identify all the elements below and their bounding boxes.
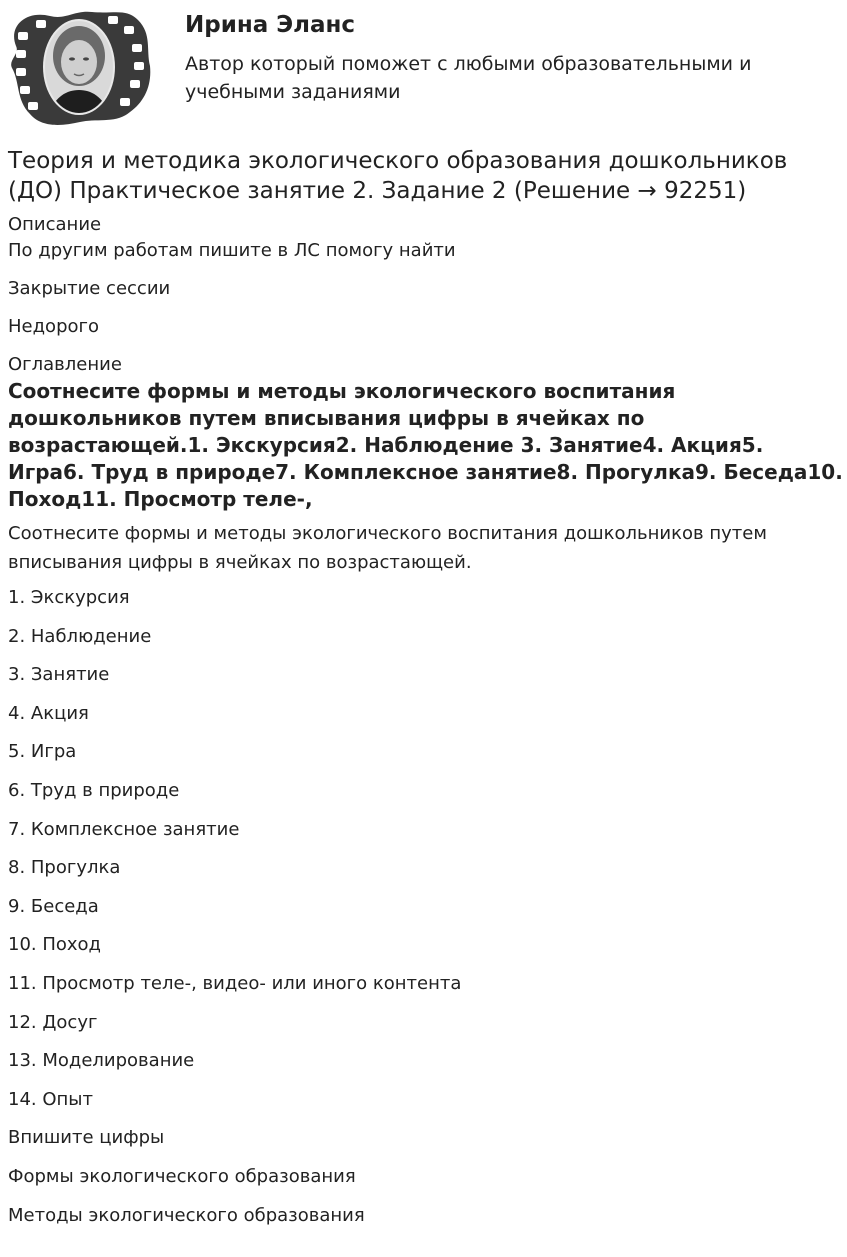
list-item: 11. Просмотр теле-, видео- или иного контента [8,972,462,994]
list-item: 10. Поход [8,934,102,956]
list-item: 13. Моделирование [8,1050,195,1072]
description-label: Описание [8,214,102,235]
author-header [0,0,847,135]
question-text: Соотнесите формы и методы экологического воспитания дошкольников путем вписывания цифры в ячейках по возрастающей. [8,523,767,573]
author-name[interactable]: Ирина Эланс [185,12,356,38]
author-description: Автор который поможет с любыми образовательными и учебными заданиями [185,53,752,103]
list-item: 9. Беседа [8,895,99,917]
list-item: 6. Труд в природе [8,779,180,801]
description-line: Закрытие сессии [8,278,171,299]
footer-line: Методы экологического образования [8,1204,365,1226]
footer-line: Формы экологического образования [8,1165,356,1187]
list-item: 7. Комплексное занятие [8,818,240,840]
toc-label: Оглавление [8,354,122,375]
list-item: 2. Наблюдение [8,625,152,647]
description-line: По другим работам пишите в ЛС помогу найти [8,240,456,261]
list-item: 5. Игра [8,741,77,763]
list-item: 14. Опыт [8,1088,93,1110]
list-item: 1. Экскурсия [8,587,130,608]
document-title: Теория и методика экологического образования дошкольников (ДО) Практическое занятие 2. Задание 2 (Решение → 92251) [8,148,788,204]
film-reel-avatar-icon [6,6,152,128]
author-avatar[interactable] [6,6,152,128]
question-heading: Соотнесите формы и методы экологического воспитания дошкольников путем вписывания цифры в ячейках по возрастающей.1. Экскурсия2. Наблюдение 3. Занятие4. Акция5. Игра6. Труд в природе7. Комплексное занятие8. Прогулка9. Беседа10. Поход11. Просмотр теле-, [8,379,843,511]
list-item: 12. Досуг [8,1011,98,1033]
list-item: 3. Занятие [8,664,110,686]
footer-line: Впишите цифры [8,1127,165,1149]
list-item: 4. Акция [8,702,89,724]
list-item: 8. Прогулка [8,857,121,879]
description-line: Недорого [8,316,99,337]
document-content [8,146,843,1241]
